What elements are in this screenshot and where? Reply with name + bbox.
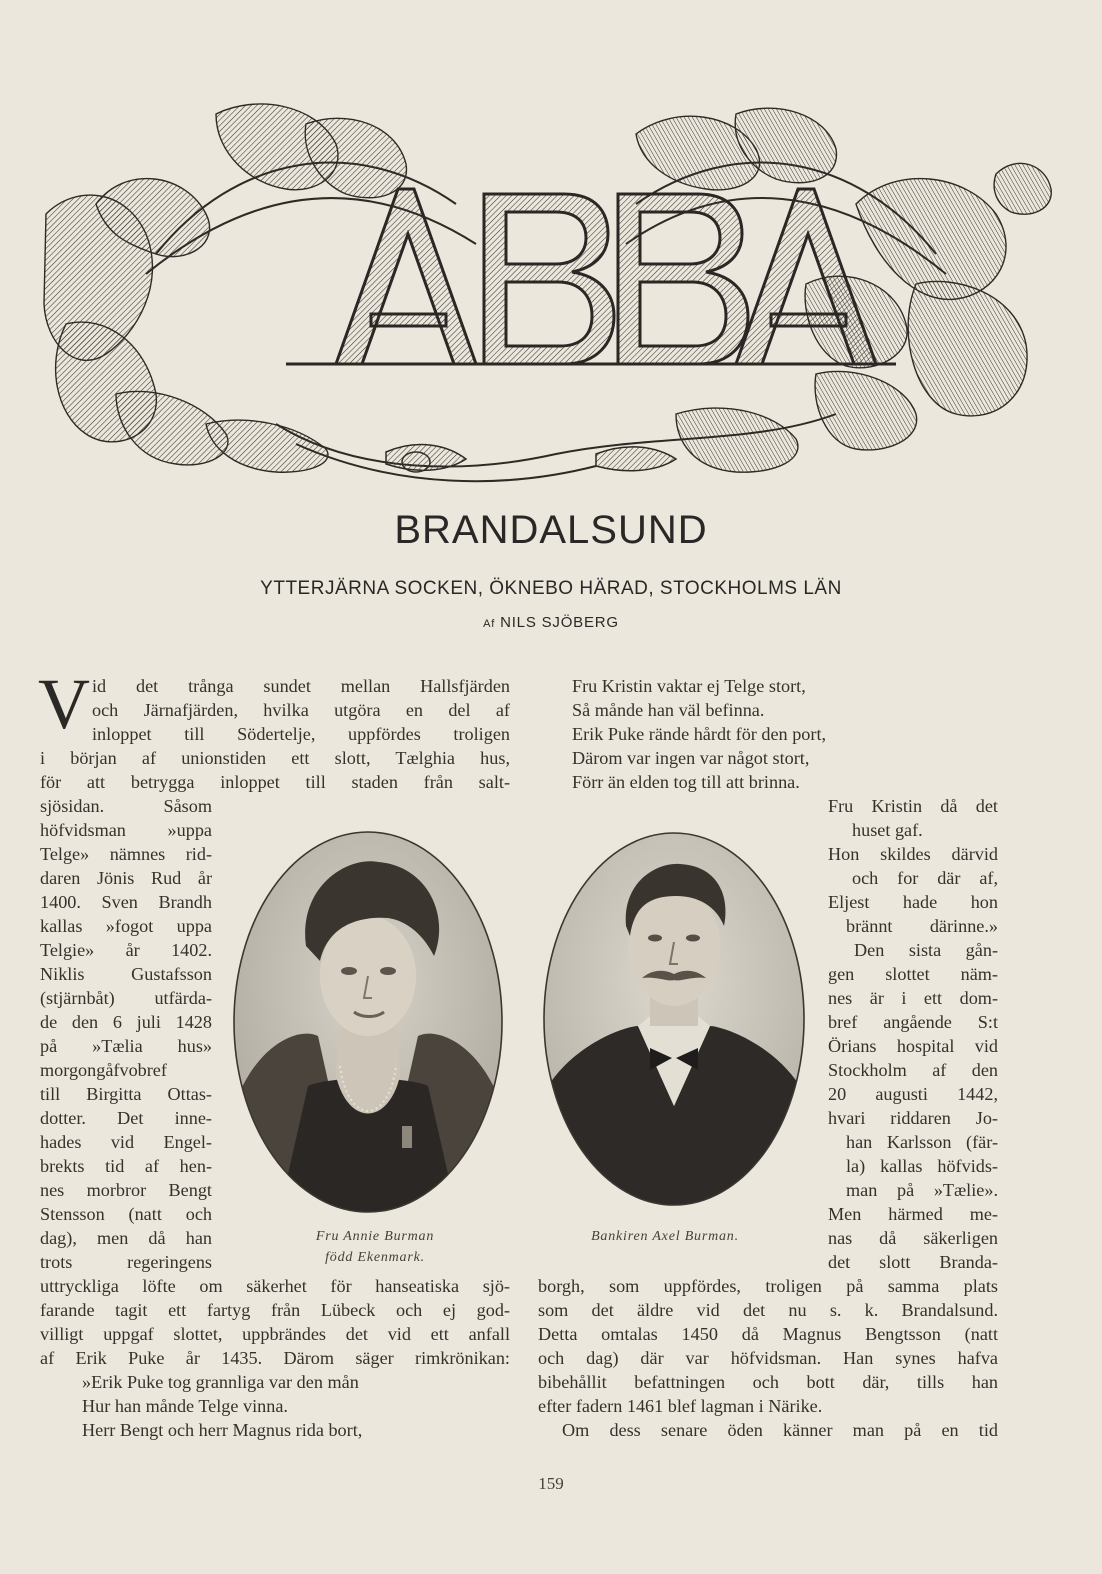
text-line: gen slottet näm-: [828, 964, 998, 984]
text-line: Eljest hade hon: [828, 892, 998, 912]
text-line: dotter. Det inne-: [40, 1108, 212, 1128]
text-line: villigt uppgaf slottet, uppbrändes det vid ett anfall: [40, 1324, 510, 1344]
text-line: af Erik Puke år 1435. Därom säger rimkrönikan:: [40, 1348, 510, 1368]
abba-monogram: [286, 189, 896, 364]
text-line: Om dess senare öden känner man på en tid: [562, 1420, 998, 1440]
text-line: borgh, som uppfördes, troligen på samma plats: [538, 1276, 998, 1296]
text-line: morgongåfvobref: [40, 1060, 167, 1080]
text-line: nes morbror Bengt: [40, 1180, 212, 1200]
text-line: och dag) där var höfvidsman. Han synes hafva: [538, 1348, 998, 1368]
text-line: uttryckliga löfte om säkerhet för hanseatiska sjö-: [40, 1276, 510, 1296]
byline-af: Af: [483, 618, 496, 630]
text-line: brekts tid af hen-: [40, 1156, 212, 1176]
article-subtitle: YTTERJÄRNA SOCKEN, ÖKNEBO HÄRAD, STOCKHOLMS LÄN: [260, 578, 842, 599]
text-line: Så månde han väl befinna.: [572, 700, 765, 720]
text-line: bibehållit befattningen och bott där, tills han: [538, 1372, 998, 1392]
drop-cap: V: [38, 664, 90, 744]
text-line: Detta omtalas 1450 då Magnus Bengtsson (natt: [538, 1324, 998, 1344]
left-vine: [44, 104, 406, 472]
text-line: Hon skildes därvid: [828, 844, 998, 864]
text-line: Telge» nämnes rid-: [40, 844, 212, 864]
text-line: daren Jönis Rud år: [40, 868, 212, 888]
caption-line: Bankiren Axel Burman.: [591, 1229, 739, 1244]
text-line: på »Tælia hus»: [40, 1036, 212, 1056]
article-title: BRANDALSUND: [394, 508, 708, 552]
text-line: och for där af,: [852, 868, 998, 888]
text-line: det slott Branda-: [828, 1252, 998, 1272]
text-line: i början af unionstiden ett slott, Tælghia hus,: [40, 748, 510, 768]
text-line: Niklis Gustafsson: [40, 964, 212, 984]
text-line: Men härmed me-: [828, 1204, 998, 1224]
text-line: »Erik Puke tog grannliga var den mån: [82, 1372, 359, 1392]
text-line: Fru Kristin då det: [828, 796, 998, 816]
text-line: bref angående S:t: [828, 1012, 998, 1032]
text-line: Örians hospital vid: [828, 1036, 998, 1056]
portrait-caption-axel: [560, 1226, 770, 1247]
text-line: för att betrygga inloppet till staden från salt-: [40, 772, 510, 792]
text-line: hvari riddaren Jo-: [828, 1108, 998, 1128]
text-line: de den 6 juli 1428: [40, 1012, 212, 1032]
text-line: dag), men då han: [40, 1228, 212, 1248]
text-line: Fru Kristin vaktar ej Telge stort,: [572, 676, 806, 696]
text-line: Stensson (natt och: [40, 1204, 212, 1224]
text-line: kallas »fogot uppa: [40, 916, 212, 936]
text-line: Stockholm af den: [828, 1060, 998, 1080]
text-line: Hur han månde Telge vinna.: [82, 1396, 288, 1416]
text-line: Förr än elden tog till att brinna.: [572, 772, 800, 792]
portrait-annie-burman: [228, 826, 508, 1218]
caption-line: Fru Annie Burman: [315, 1229, 435, 1244]
text-line: till Birgitta Ottas-: [40, 1084, 212, 1104]
text-line: (stjärnbåt) utfärda-: [40, 988, 212, 1008]
text-line: brännt därinne.»: [846, 916, 998, 936]
portrait-axel-burman: [538, 826, 810, 1212]
text-line: nes är i ett dom-: [828, 988, 998, 1008]
text-line: farande tagit ett fartyg från Lübeck och ej god-: [40, 1300, 510, 1320]
page-number: 159: [538, 1474, 564, 1493]
text-line: inloppet till Södertelje, uppfördes troligen: [92, 724, 510, 744]
text-line: nas då säkerligen: [828, 1228, 998, 1248]
text-line: Herr Bengt och herr Magnus rida bort,: [82, 1420, 363, 1440]
text-line: man på »Tælie».: [846, 1180, 998, 1200]
text-line: Telgie» år 1402.: [40, 940, 212, 960]
text-line: efter fadern 1461 blef lagman i Närike.: [538, 1396, 823, 1416]
text-line: som det äldre vid det nu s. k. Brandalsund.: [538, 1300, 998, 1320]
text-line: trots regeringens: [40, 1252, 212, 1272]
author-name: NILS SJÖBERG: [500, 614, 619, 631]
ornament-header: [36, 94, 1066, 486]
text-line: Erik Puke rände hårdt för den port,: [572, 724, 827, 744]
text-line: id det trånga sundet mellan Hallsfjärden: [92, 676, 510, 696]
byline: [0, 614, 1102, 631]
text-line: Den sista gån-: [854, 940, 998, 960]
text-line: huset gaf.: [852, 820, 923, 840]
text-line: Därom var ingen var något stort,: [572, 748, 810, 768]
text-line: hades vid Engel-: [40, 1132, 212, 1152]
text-line: och Järnafjärden, hvilka utgöra en del af: [92, 700, 510, 720]
text-line: 1400. Sven Brandh: [40, 892, 212, 912]
text-line: la) kallas höfvids-: [846, 1156, 998, 1176]
caption-line: född Ekenmark.: [325, 1250, 425, 1265]
text-line: 20 augusti 1442,: [828, 1084, 998, 1104]
text-line: höfvidsman »uppa: [40, 820, 212, 840]
text-line: sjösidan. Såsom: [40, 796, 212, 816]
text-line: han Karlsson (fär-: [846, 1132, 998, 1152]
portrait-caption-annie: [280, 1226, 470, 1268]
